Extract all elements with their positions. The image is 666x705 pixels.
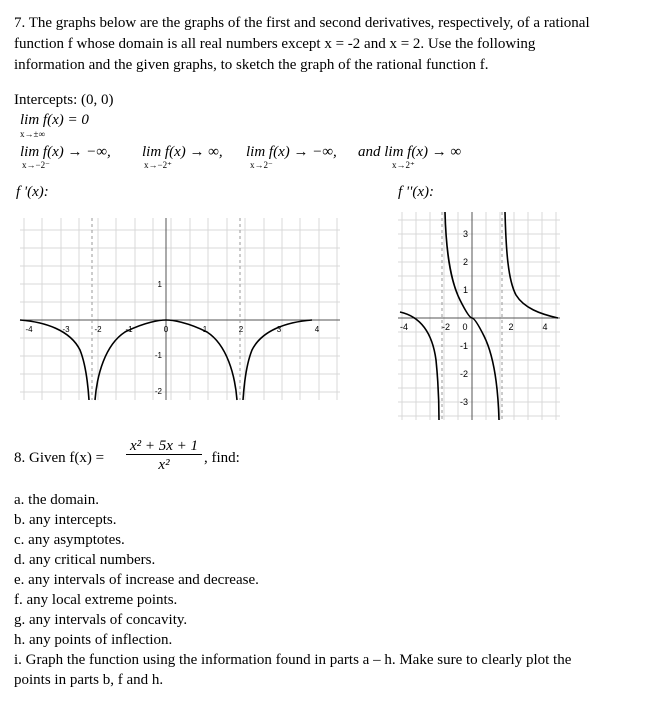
problem8-item-e: e. any intervals of increase and decrease. (14, 572, 259, 588)
fdoubleprime-graph (398, 212, 560, 420)
problem7-line1: 7. The graphs below are the graphs of the first and second derivatives, respectively, of a rational (14, 15, 590, 31)
fdoubleprime-ytick: -2 (459, 369, 468, 379)
limit-infinity: lim f(x) = 0 (20, 112, 89, 128)
limit-3-sub: x→2⁻ (250, 160, 273, 170)
fdoubleprime-xtick: 0 (462, 322, 468, 332)
fprime-ytick: -1 (154, 351, 162, 360)
problem7-line2: function f whose domain is all real numbers except x = -2 and x = 2. Use the following (14, 36, 536, 52)
fprime-label: f '(x): (16, 184, 49, 200)
limit-3: lim f(x) → −∞, (246, 144, 337, 160)
problem8-item-a: a. the domain. (14, 492, 99, 508)
problem8-item-g: g. any intervals of concavity. (14, 612, 188, 628)
fdoubleprime-ytick: -3 (459, 397, 468, 407)
fprime-ytick: 1 (157, 280, 162, 289)
problem7-line3: information and the given graphs, to sketch the graph of the rational function f. (14, 57, 489, 73)
fprime-ytick: -2 (154, 387, 162, 396)
problem8-item-f: f. any local extreme points. (14, 592, 178, 608)
fprime-xtick: 2 (238, 325, 244, 334)
problem8-item-c: c. any asymptotes. (14, 532, 125, 548)
problem8-item-i-cont: points in parts b, f and h. (14, 672, 164, 688)
fdoubleprime-x-ticks (400, 322, 548, 332)
fprime-xtick: 0 (163, 325, 169, 334)
fdoubleprime-label: f ''(x): (398, 184, 434, 200)
fprime-xtick: 1 (202, 325, 208, 334)
fdoubleprime-curve-right (505, 212, 558, 318)
fprime-xtick: -1 (125, 325, 133, 334)
fdoubleprime-grid (398, 212, 560, 420)
fdoubleprime-xtick: -2 (441, 322, 451, 332)
fprime-xtick: -4 (25, 325, 33, 334)
limit-2: lim f(x) → ∞, (142, 144, 223, 160)
problem8-numerator: x² + 5x + 1 (126, 438, 202, 455)
fdoubleprime-ytick: 3 (462, 229, 468, 239)
problem8-denominator: x² (158, 457, 170, 473)
limit-2-sub: x→−2⁺ (144, 160, 172, 170)
limit-4-sub: x→2⁺ (392, 160, 415, 170)
limit-infinity-sub: x→±∞ (20, 129, 45, 139)
problem8-prefix: 8. Given f(x) = (14, 450, 105, 466)
limit-1: lim f(x) → −∞, (20, 144, 111, 160)
problem8-item-b: b. any intercepts. (14, 512, 117, 528)
fprime-axes (20, 218, 340, 400)
fdoubleprime-ytick: 1 (462, 285, 468, 295)
fdoubleprime-ytick: -1 (459, 341, 468, 351)
fprime-xtick: 3 (276, 325, 282, 334)
limit-4: and lim f(x) → ∞ (358, 144, 462, 160)
fdoubleprime-axes (398, 212, 560, 420)
fprime-xtick: -3 (62, 325, 70, 334)
problem8-item-h: h. any points of inflection. (14, 632, 173, 648)
fdoubleprime-xtick: 4 (542, 322, 548, 332)
fdoubleprime-curves (400, 212, 558, 420)
problem8-suffix: , find: (204, 450, 240, 466)
fprime-grid (20, 218, 340, 400)
limit-1-sub: x→−2⁻ (22, 160, 50, 170)
fdoubleprime-ytick: 2 (462, 257, 468, 267)
fdoubleprime-xtick: -4 (399, 322, 409, 332)
problem8-item-i: i. Graph the function using the information found in parts a – h. Make sure to clearly plot the (14, 652, 572, 668)
problem8-item-d: d. any critical numbers. (14, 552, 156, 568)
fprime-xtick: 4 (314, 325, 320, 334)
fdoubleprime-xtick: 2 (508, 322, 514, 332)
fprime-x-ticks (25, 325, 319, 334)
intercepts-text: Intercepts: (0, 0) (14, 92, 114, 108)
fprime-xtick: -2 (94, 325, 102, 334)
